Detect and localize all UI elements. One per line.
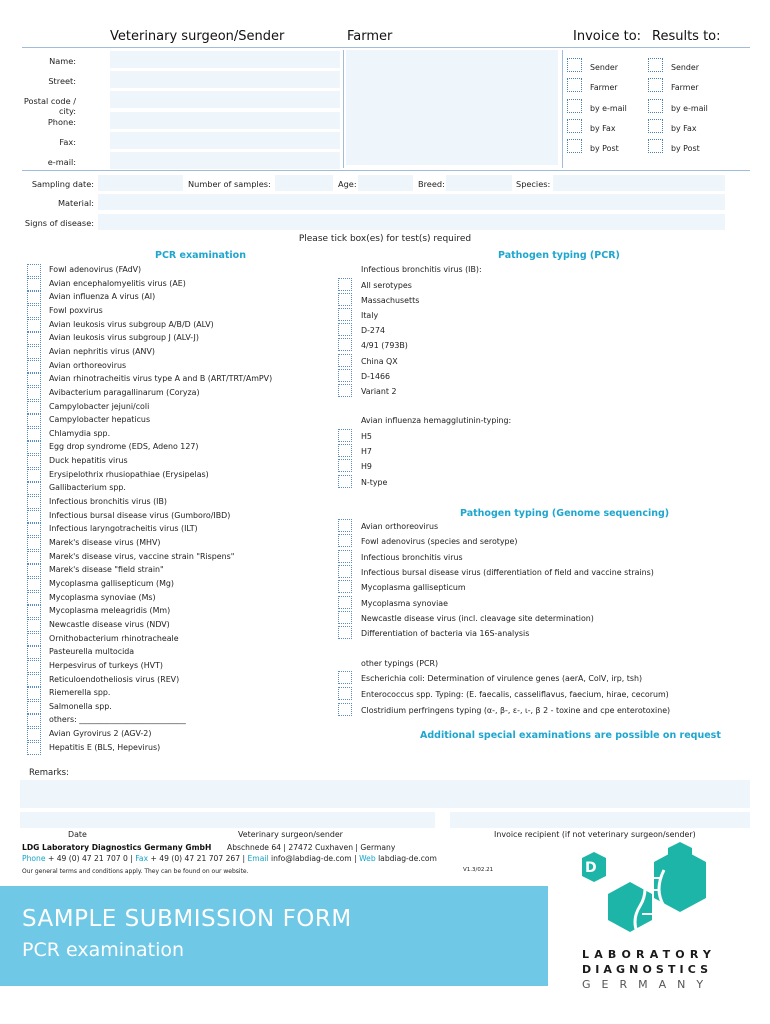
samples-label: Number of samples: [188,179,271,189]
logo-mark-letter: D [585,860,597,876]
genome-item-label: Infectious bronchitis virus [361,552,463,562]
ib-checkbox[interactable] [338,369,352,382]
farmer-header: Farmer [347,29,393,44]
pcr-item-label: Riemerella spp. [49,688,111,698]
pcr-checkbox[interactable] [27,428,41,441]
genome-checkbox[interactable] [338,596,352,609]
pcr-checkbox[interactable] [27,278,41,291]
species-field[interactable] [553,175,725,191]
invoice-checkbox[interactable] [567,139,582,153]
ib-checkbox[interactable] [338,338,352,351]
pcr-item-label: Hepatitis E (BLS, Hepevirus) [49,742,161,752]
other-item-label: Escherichia coli: Determination of virulence genes (aerA, ColV, irp, tsh) [361,674,643,683]
pcr-checkbox[interactable] [27,578,41,591]
address-label: Postal code / city: [23,96,76,117]
web-value[interactable]: labdiag-de.com [378,854,437,863]
invoice-checkbox[interactable] [567,58,582,72]
pcr-item-label: Marek's disease "field strain" [49,565,164,575]
ib-item-label: Italy [361,311,379,321]
invoice-checkbox[interactable] [567,78,582,92]
results-option-label: Farmer [671,83,699,93]
pcr-checkbox[interactable] [27,674,41,687]
pcr-item-label: Campylobacter jejuni/coli [49,401,150,411]
sender-field[interactable] [110,51,340,68]
pcr-item-label: Newcastle disease virus (NDV) [49,619,170,629]
pcr-item-label: Avian nephritis virus (ANV) [49,346,155,356]
genome-item-label: Newcastle disease virus (incl. cleavage site determination) [361,613,594,623]
web-label: Web [359,854,376,863]
pcr-checkbox[interactable] [27,701,41,714]
results-to-header: Results to: [652,29,721,44]
other-item-label: Clostridium perfringens typing (α-, β-, ε-, ι-, β 2 - toxine and cpe enterotoxine) [361,706,671,715]
pcr-item-label: Chlamydia spp. [49,428,111,438]
pcr-item-label: Marek's disease virus, vaccine strain "Rispens" [49,551,235,561]
pcr-section-title: PCR examination [155,250,246,261]
pcr-item-label: Infectious bronchitis virus (IB) [49,497,168,507]
pcr-item-label: Erysipelothrix rhusiopathiae (Erysipelas) [49,469,209,479]
pcr-checkbox[interactable] [27,401,41,414]
genome-item-label: Mycoplasma synoviae [361,598,448,608]
ai-item-label: H7 [361,447,372,457]
results-option-label: by e-mail [671,103,708,113]
pcr-item-label: Duck hepatitis virus [49,456,128,466]
company-name: LDG Laboratory Diagnostics Germany GmbH [22,843,212,852]
pcr-checkbox[interactable] [27,687,41,700]
title-banner [0,886,548,986]
pcr-checkbox[interactable] [27,551,41,564]
pcr-item-label: Gallibacterium spp. [49,483,126,493]
vet-sender-header: Veterinary surgeon/Sender [110,29,285,44]
genome-title: Pathogen typing (Genome sequencing) [460,508,670,519]
invoice-checkbox[interactable] [567,119,582,133]
pcr-checkbox[interactable] [27,291,41,304]
signs-field[interactable] [98,214,725,230]
genome-checkbox[interactable] [338,534,352,547]
pcr-checkbox[interactable] [27,523,41,536]
date-label: Date [68,830,87,839]
pcr-checkbox[interactable] [27,564,41,577]
pcr-item-label: Mycoplasma gallisepticum (Mg) [49,578,175,588]
invoice-option-label: by Post [590,144,619,154]
ib-item-label: All serotypes [361,281,412,290]
sampling-date-label: Sampling date: [31,179,94,189]
email-value[interactable]: info@labdiag-de.com [271,854,352,863]
fax-value: + 49 (0) 47 21 707 267 [150,854,241,863]
pcr-checkbox[interactable] [27,619,41,632]
other-checkbox[interactable] [338,687,352,700]
ib-checkbox[interactable] [338,308,352,321]
ib-item-label: Variant 2 [361,386,397,396]
results-checkbox[interactable] [648,58,663,72]
pcr-checkbox[interactable] [27,482,41,495]
email-label: Email [247,854,269,863]
age-field[interactable] [358,175,413,191]
pcr-checkbox[interactable] [27,633,41,646]
ai-item-label: H5 [361,432,372,441]
sampling-date-field[interactable] [98,175,183,191]
invoice-checkbox[interactable] [567,99,582,113]
tick-instruction: Please tick box(es) for test(s) required [298,234,472,244]
address-label: Name: [49,56,76,66]
logo-line3: GERMANY [582,978,715,991]
ib-checkbox[interactable] [338,278,352,291]
ai-item-label: H9 [361,462,372,472]
pcr-item-label: Campylobacter hepaticus [49,415,151,425]
results-checkbox[interactable] [648,139,663,153]
pcr-item-label: others: ___________________________ [49,715,186,725]
pcr-checkbox[interactable] [27,592,41,605]
pcr-item-label: Infectious laryngotracheitis virus (ILT) [49,524,198,534]
other-checkbox[interactable] [338,703,352,716]
genome-checkbox[interactable] [338,519,352,532]
pcr-checkbox[interactable] [27,510,41,523]
pcr-checkbox[interactable] [27,646,41,659]
samples-field[interactable] [275,175,333,191]
invoice-option-label: by Fax [590,123,616,133]
phone-label: Phone [22,854,46,863]
sender-field[interactable] [110,112,340,129]
pcr-checkbox[interactable] [27,346,41,359]
genome-checkbox[interactable] [338,580,352,593]
material-label: Material: [57,198,94,208]
pcr-checkbox[interactable] [27,332,41,345]
genome-item-label: Mycoplasma gallisepticum [361,583,466,593]
ai-checkbox[interactable] [338,475,352,488]
sender-field[interactable] [110,152,340,169]
pcr-checkbox[interactable] [27,319,41,332]
ib-checkbox[interactable] [338,323,352,336]
remarks-label: Remarks: [29,768,69,778]
vet-sign-label: Veterinary surgeon/sender [238,830,343,839]
sender-field[interactable] [110,71,340,88]
pcr-item-label: Avian influenza A virus (AI) [49,292,156,302]
company-address: Abschnede 64 | 27472 Cuxhaven | Germany [227,843,396,852]
ib-item-label: D-274 [361,326,385,336]
ib-item-label: D-1466 [361,371,391,381]
pcr-item-label: Avian leukosis virus subgroup J (ALV-J) [49,333,199,343]
pcr-item-label: Fowl adenovirus (FAdV) [49,265,142,274]
pcr-item-label: Salmonella spp. [49,701,112,711]
genome-checkbox[interactable] [338,565,352,578]
pathogen-pcr-title: Pathogen typing (PCR) [498,250,620,261]
address-label: e-mail: [47,157,76,167]
ai-checkbox[interactable] [338,429,352,442]
results-checkbox[interactable] [648,99,663,113]
address-label: Phone: [47,116,76,127]
species-label: Species: [516,179,551,189]
pcr-checkbox[interactable] [27,455,41,468]
sender-field[interactable] [110,132,340,149]
other-item-label: Enterococcus spp. Typing: (E. faecalis, casseliflavus, faecium, hirae, cecorum) [361,690,669,699]
material-field[interactable] [98,194,725,210]
sender-field[interactable] [110,91,340,108]
address-label: Fax: [59,136,76,147]
pcr-item-label: Infectious bursal disease virus (Gumboro/IBD) [49,510,231,520]
pcr-item-label: Avian Gyrovirus 2 (AGV-2) [49,729,152,739]
ib-header: Infectious bronchitis virus (IB): [361,265,482,274]
results-option-label: by Post [671,144,700,154]
ib-item-label: Massachusetts [361,296,420,306]
ib-item-label: 4/91 (793B) [361,341,408,351]
ib-checkbox[interactable] [338,293,352,306]
ai-header: Avian influenza hemagglutinin-typing: [361,416,512,425]
invoice-option-label: by e-mail [590,103,627,113]
ib-checkbox[interactable] [338,354,352,367]
ai-item-label: N-type [361,477,388,487]
pcr-checkbox[interactable] [27,305,41,318]
invoice-recipient-label: Invoice recipient (if not veterinary surgeon/sender) [494,830,696,839]
ib-item-label: China QX [361,356,398,366]
genome-checkbox[interactable] [338,611,352,624]
pcr-item-label: Fowl poxvirus [49,305,103,315]
farmer-field[interactable] [346,50,558,165]
pcr-checkbox[interactable] [27,414,41,427]
pcr-item-label: Reticuloendotheliosis virus (REV) [49,674,180,684]
column-divider [343,50,344,168]
column-divider-2 [562,50,563,168]
results-checkbox[interactable] [648,78,663,92]
pcr-item-label: Avian encephalomyelitis virus (AE) [49,278,186,288]
pcr-checkbox[interactable] [27,537,41,550]
genome-checkbox[interactable] [338,550,352,563]
pcr-checkbox[interactable] [27,373,41,386]
ai-checkbox[interactable] [338,459,352,472]
pcr-item-label: Avian leukosis virus subgroup A/B/D (ALV) [49,319,214,329]
phone-value: + 49 (0) 47 21 707 0 [47,854,128,863]
ldg-logo-icon [578,842,728,947]
other-checkbox[interactable] [338,671,352,684]
genome-checkbox[interactable] [338,626,352,639]
results-option-label: by Fax [671,123,697,133]
logo-line2: DIAGNOSTICS [582,963,713,976]
invoice-to-header: Invoice to: [573,29,642,44]
breed-label: Breed: [418,179,445,189]
genome-item-label: Differentiation of bacteria via 16S-analysis [361,629,530,639]
ib-checkbox[interactable] [338,384,352,397]
banner-subtitle: PCR examination [22,939,185,961]
company-contacts: Phone + 49 (0) 47 21 707 0 | Fax + 49 (0) 47 21 707 267 | Email info@labdiag-de.com | Web labdiag-de.com [22,854,437,863]
ai-checkbox[interactable] [338,444,352,457]
pcr-checkbox[interactable] [27,264,41,277]
version: V1.3/02.21 [463,867,494,873]
pcr-checkbox[interactable] [27,387,41,400]
address-label: Street: [48,76,76,87]
invoice-recipient-field[interactable] [450,812,750,828]
pcr-item-label: Mycoplasma meleagridis (Mm) [49,606,171,616]
age-label: Age: [338,179,357,189]
invoice-option-label: Farmer [590,83,618,93]
pcr-item-label: Herpesvirus of turkeys (HVT) [49,660,163,670]
pcr-checkbox[interactable] [27,496,41,509]
invoice-option-label: Sender [590,63,618,72]
terms-note: Our general terms and conditions apply. They can be found on our website. [22,868,249,875]
signs-label: Signs of disease: [24,218,94,228]
fax-label: Fax [135,854,149,863]
pcr-checkbox[interactable] [27,660,41,673]
pcr-checkbox[interactable] [27,469,41,482]
pcr-item-label: Mycoplasma synoviae (Ms) [49,592,156,602]
genome-item-label: Avian orthoreovirus [361,522,439,531]
genome-item-label: Fowl adenovirus (species and serotype) [361,537,518,547]
additional-note: Additional special examinations are possible on request [420,730,721,741]
pcr-item-label: Egg drop syndrome (EDS, Adeno 127) [49,442,199,452]
results-option-label: Sender [671,63,699,72]
pcr-item-label: Pasteurella multocida [49,647,135,657]
pcr-checkbox[interactable] [27,728,41,741]
logo-line1: LABORATORY [582,948,717,961]
date-sign-field[interactable] [20,812,435,828]
header-divider [22,47,750,48]
breed-field[interactable] [446,175,512,191]
pcr-item-label: Avian rhinotracheitis virus type A and B (ART/TRT/AmPV) [49,374,273,384]
results-checkbox[interactable] [648,119,663,133]
pcr-item-label: Avibacterium paragallinarum (Coryza) [49,387,200,397]
pcr-item-label: Ornithobacterium rhinotracheale [49,633,179,643]
pcr-item-label: Avian orthoreovirus [49,360,127,370]
pcr-item-label: Marek's disease virus (MHV) [49,538,161,547]
pcr-checkbox[interactable] [27,605,41,618]
divider [22,170,750,171]
remarks-field[interactable] [20,780,750,808]
genome-item-label: Infectious bursal disease virus (differentiation of field and vaccine strains) [361,567,654,577]
pcr-checkbox[interactable] [27,714,41,727]
banner-title: SAMPLE SUBMISSION FORM [22,906,352,932]
other-header: other typings (PCR) [361,659,439,668]
pcr-checkbox[interactable] [27,742,41,755]
pcr-checkbox[interactable] [27,441,41,454]
pcr-checkbox[interactable] [27,360,41,373]
